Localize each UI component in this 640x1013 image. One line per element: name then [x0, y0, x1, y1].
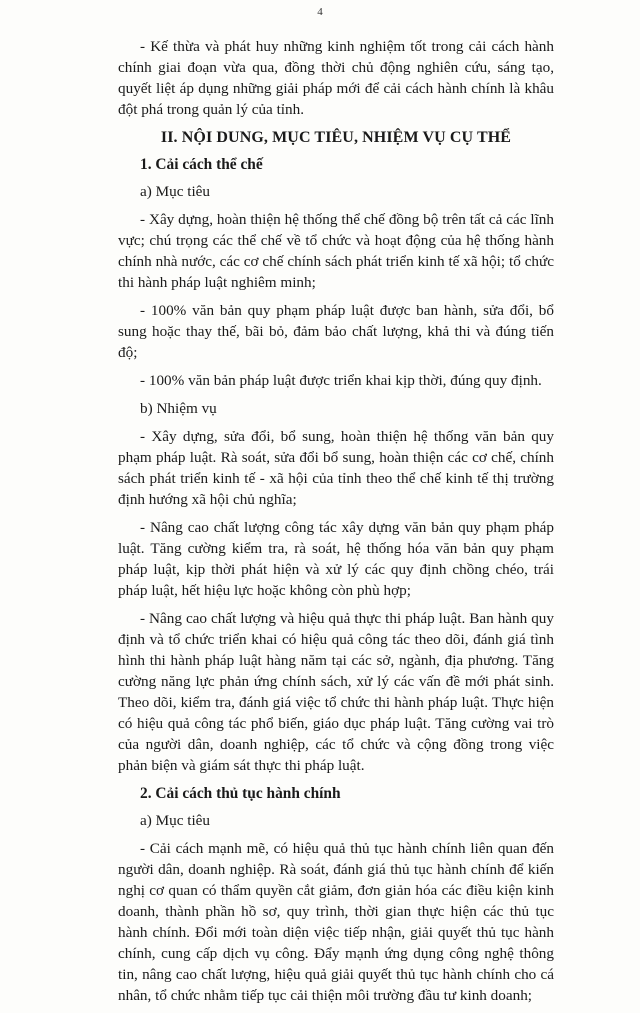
subsection-1-b-label: b) Nhiệm vụ [140, 400, 217, 417]
document-body [118, 36, 554, 1013]
page-number: 4 [317, 6, 323, 18]
intro-paragraph: - Kế thừa và phát huy những kinh nghiệm tốt trong cải cách hành chính giai đoạn vừa qua, đồng thời chủ động nghiên cứu, sáng tạo, quyết liệt áp dụng những giải pháp mới để cải cách hành chính là khâu đột phá trong quản lý của tỉnh. [118, 38, 554, 118]
paragraph: - Cải cách mạnh mẽ, có hiệu quả thủ tục hành chính liên quan đến người dân, doanh nghiệp. Rà soát, đánh giá thủ tục hành chính để kiến nghị cơ quan có thẩm quyền cắt giảm, đơn giản hóa các điều kiện kinh doanh, thành phần hồ sơ, quy trình, thời gian thực hiện các thủ tục hành chính. Đổi mới toàn diện việc tiếp nhận, giải quyết thủ tục hành chính, cung cấp dịch vụ công. Đẩy mạnh ứng dụng công nghệ thông tin, nâng cao chất lượng, hiệu quả giải quyết thủ tục hành chính cho cá nhân, tổ chức nhằm tiếp tục cải thiện môi trường đầu tư kinh doanh; [118, 840, 554, 1004]
section-title: II. NỘI DUNG, MỤC TIÊU, NHIỆM VỤ CỤ THỂ [160, 129, 512, 146]
subsection-heading-2: 2. Cải cách thủ tục hành chính [140, 785, 341, 802]
paragraph: - Nâng cao chất lượng và hiệu quả thực thi pháp luật. Ban hành quy định và tổ chức triển khai có hiệu quả công tác theo dõi, đánh giá tình hình thi hành pháp luật hàng năm tại các sở, ngành, địa phương. Tăng cường năng lực phản ứng chính sách, xử lý các vấn đề mới phát sinh. Theo dõi, kiểm tra, đánh giá việc tổ chức thi hành pháp luật. Thực hiện có hiệu quả công tác phổ biến, giáo dục pháp luật. Tăng cường vai trò của người dân, doanh nghiệp, các tổ chức và cộng đồng trong việc phản biện và giám sát thực thi pháp luật. [118, 610, 554, 774]
paragraph: - 100% văn bản quy phạm pháp luật được ban hành, sửa đổi, bổ sung hoặc thay thế, bãi bỏ, đảm bảo chất lượng, khả thi và đúng tiến độ; [118, 302, 554, 361]
subsection-2-a-label: a) Mục tiêu [140, 812, 211, 829]
subsection-heading-1: 1. Cải cách thể chế [140, 156, 263, 173]
paragraph: - 100% văn bản pháp luật được triển khai kịp thời, đúng quy định. [140, 372, 542, 389]
paragraph: - Nâng cao chất lượng công tác xây dựng văn bản quy phạm pháp luật. Tăng cường kiểm tra, rà soát, hệ thống hóa văn bản quy phạm pháp luật, kịp thời phát hiện và xử lý các quy định chồng chéo, trái pháp luật, hết hiệu lực hoặc không còn phù hợp; [118, 519, 554, 599]
paragraph: - Xây dựng, hoàn thiện hệ thống thể chế đồng bộ trên tất cả các lĩnh vực; chú trọng các thể chế về tổ chức và hoạt động của hệ thống hành chính nhà nước, các cơ chế chính sách phát triển kinh tế xã hội; tổ chức thi hành pháp luật nghiêm minh; [118, 211, 554, 291]
subsection-1-a-label: a) Mục tiêu [140, 183, 211, 200]
paragraph: - Xây dựng, sửa đổi, bổ sung, hoàn thiện hệ thống văn bản quy phạm pháp luật. Rà soát, sửa đổi bổ sung, hoàn thiện các cơ chế, chính sách phát triển kinh tế - xã hội của tỉnh theo thể chế kinh tế thị trường định hướng xã hội chủ nghĩa; [118, 428, 554, 508]
